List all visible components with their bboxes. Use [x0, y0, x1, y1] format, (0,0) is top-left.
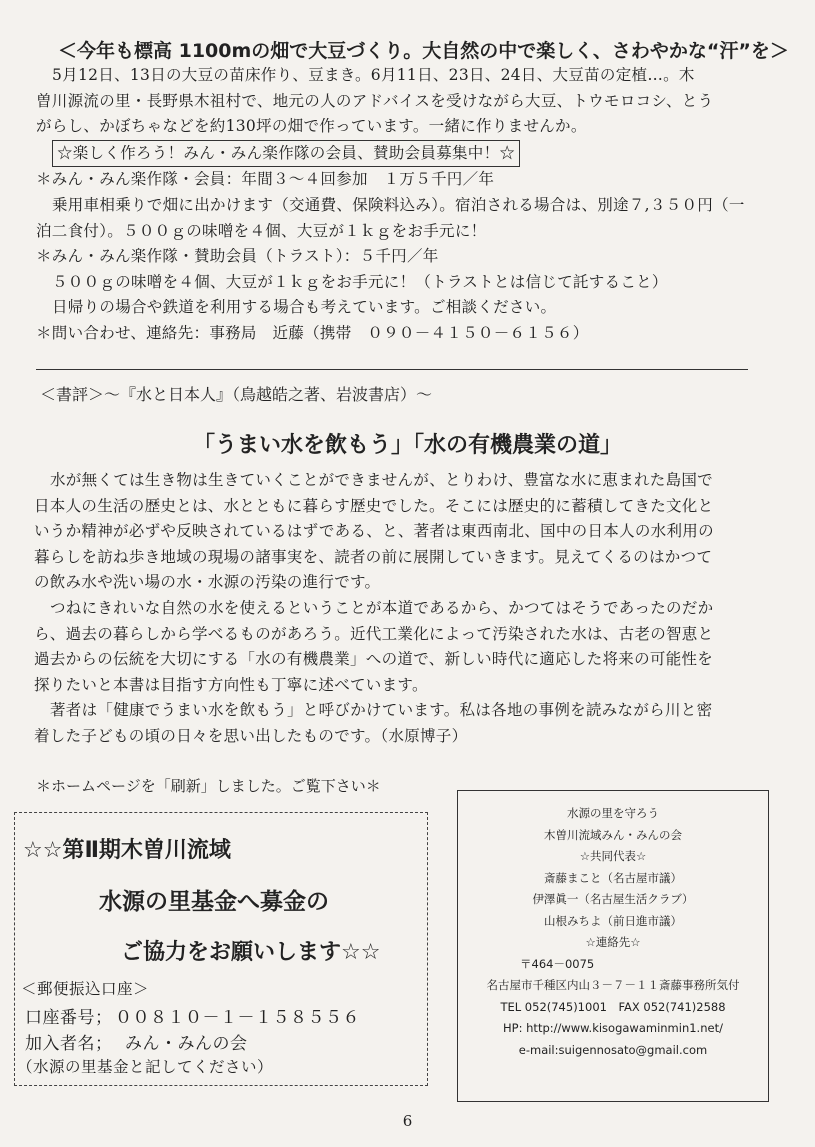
recruit-banner: ☆楽しく作ろう！みん・みん楽作隊の会員、賛助会員募集中！☆ — [52, 140, 520, 168]
account-number: ００８１０－１－１５８５５６ — [115, 1008, 360, 1028]
member-detail-line: 泊二食付）。５００ｇの味噌を４個、大豆が１ｋｇをお手元に！ — [36, 221, 487, 240]
representatives-heading: ☆共同代表☆ — [579, 849, 647, 863]
homepage-note: ＊ホームページを「刷新」しました。ご覧下さい＊ — [36, 777, 381, 795]
review-heading: ＜書評＞～『水と日本人』（鳥越皓之著、岩波書店）～ — [40, 385, 433, 404]
review-body — [34, 468, 804, 750]
review-line: いうか精神が必ずや反映されているはずである、と、著者は東西南北、国中の日本人の水利用の — [34, 522, 714, 541]
org-name: 木曽川流域みん・みんの会 — [544, 827, 682, 842]
fund-appeal-box — [14, 812, 428, 1086]
account-holder-label: 加入者名； — [25, 1034, 113, 1054]
page-number: 6 — [402, 1112, 413, 1130]
review-line: 日本人の生活の歴史とは、水とともに暮らす歴史でした。そこには歴史的に蓄積してきた文化と — [34, 496, 714, 515]
review-line: 探りたいと本書は目指す方向性も丁寧に述べています。 — [34, 675, 428, 694]
address: 名古屋市千種区内山３－７－１１斎藤事務所気付 — [486, 978, 740, 992]
paragraph-line: 5月12日、13日の大豆の苗床作り、豆まき。6月11日、23日、24日、大豆苗の定植…。木 — [52, 66, 695, 84]
support-fee-line: ＊みん・みん楽作隊・賛助会員（トラスト）：５千円／年 — [36, 247, 439, 266]
review-title: 「うまい水を飲もう」「水の有機農業の道」 — [192, 433, 622, 458]
section-heading: ＜今年も標高 1100mの畑で大豆づくり。大自然の中で楽しく、さわやかな“汗”を＞ — [58, 40, 789, 62]
homepage-url: HP: http://www.kisogawaminmin1.net/ — [503, 1021, 723, 1035]
review-line: 水が無くては生き物は生きていくことができませんが、とりわけ、豊富な水に恵まれた島国で — [50, 471, 713, 489]
fund-title-line: ☆☆第Ⅱ期木曽川流域 — [23, 838, 231, 863]
account-holder-name: みん・みんの会 — [125, 1034, 248, 1054]
contact-heading: ☆連絡先☆ — [585, 935, 641, 949]
representative: 伊澤眞一（名古屋生活クラブ） — [532, 892, 694, 906]
review-line: 着した子どもの頃の日々を思い出したものです。（水原博子） — [34, 726, 468, 745]
section-divider — [36, 369, 748, 370]
support-detail-line: ５００ｇの味噌を４個、大豆が１ｋｇをお手元に！（トラストとは信じて託すること） — [52, 272, 668, 291]
review-line: ら、過去の暮らしから学べるものがあろう。近代工業化によって汚染された水は、古老の智恵と — [34, 624, 714, 643]
review-line: つねにきれいな自然の水を使えるということが本道であるから、かつてはそうであったのだか — [50, 598, 714, 617]
member-fee-line: ＊みん・みん楽作隊・会員：年間３～４回参加 １万５千円／年 — [36, 170, 495, 189]
representative: 斎藤まこと（名古屋市議） — [544, 870, 682, 885]
paragraph-line: 曽川源流の里・長野県木祖村で、地元の人のアドバイスを受けながら大豆、トウモロコシ、とう — [36, 91, 714, 110]
fund-title-line: 水源の里基金へ募金の — [99, 889, 329, 915]
postal-account-label: ＜郵便振込口座＞ — [21, 980, 150, 998]
farm-section — [36, 63, 796, 347]
review-line: 暮らしを訪ね歩き地域の現場の諸事実を、読者の前に展開していきます。見えてくるのはかつて — [34, 547, 713, 566]
tel-fax: TEL 052(745)1001 FAX 052(741)2588 — [500, 999, 726, 1014]
review-line: の飲み水や洗い場の水・水源の汚染の進行です。 — [34, 573, 381, 592]
paragraph-line: がらし、かぼちゃなどを約130坪の畑で作っています。一緒に作りませんか。 — [36, 117, 587, 136]
support-detail-line: 日帰りの場合や鉄道を利用する場合も考えています。ご相談ください。 — [52, 298, 557, 317]
review-line: 著者は「健康でうまい水を飲もう」と呼びかけています。私は各地の事例を読みながら川と密 — [50, 701, 713, 720]
bleed-through-top — [110, 0, 118, 30]
fund-title-line: ご協力をお願いします☆☆ — [121, 940, 381, 965]
contact-line: ＊問い合わせ、連絡先：事務局 近藤（携帯 ０９０－４１５０－６１５６） — [36, 323, 589, 342]
member-detail-line: 乗用車相乗りで畑に出かけます（交通費、保険料込み）。宿泊される場合は、別途７,３５０円（一 — [52, 195, 745, 214]
account-number-label: 口座番号； — [25, 1008, 113, 1028]
postal-code: 〒464－0075 — [520, 956, 595, 971]
organization-contact-box — [457, 790, 769, 1102]
email-address: e-mail:suigennosato@gmail.com — [518, 1042, 708, 1057]
representative: 山根みちよ（前日進市議） — [544, 913, 682, 928]
fund-note: （水源の里基金と記してください） — [17, 1058, 274, 1076]
org-name: 水源の里を守ろう — [567, 806, 659, 820]
review-line: 過去からの伝統を大切にする「水の有機農業」への道で、新しい時代に適応した将来の可能性を — [34, 650, 714, 669]
